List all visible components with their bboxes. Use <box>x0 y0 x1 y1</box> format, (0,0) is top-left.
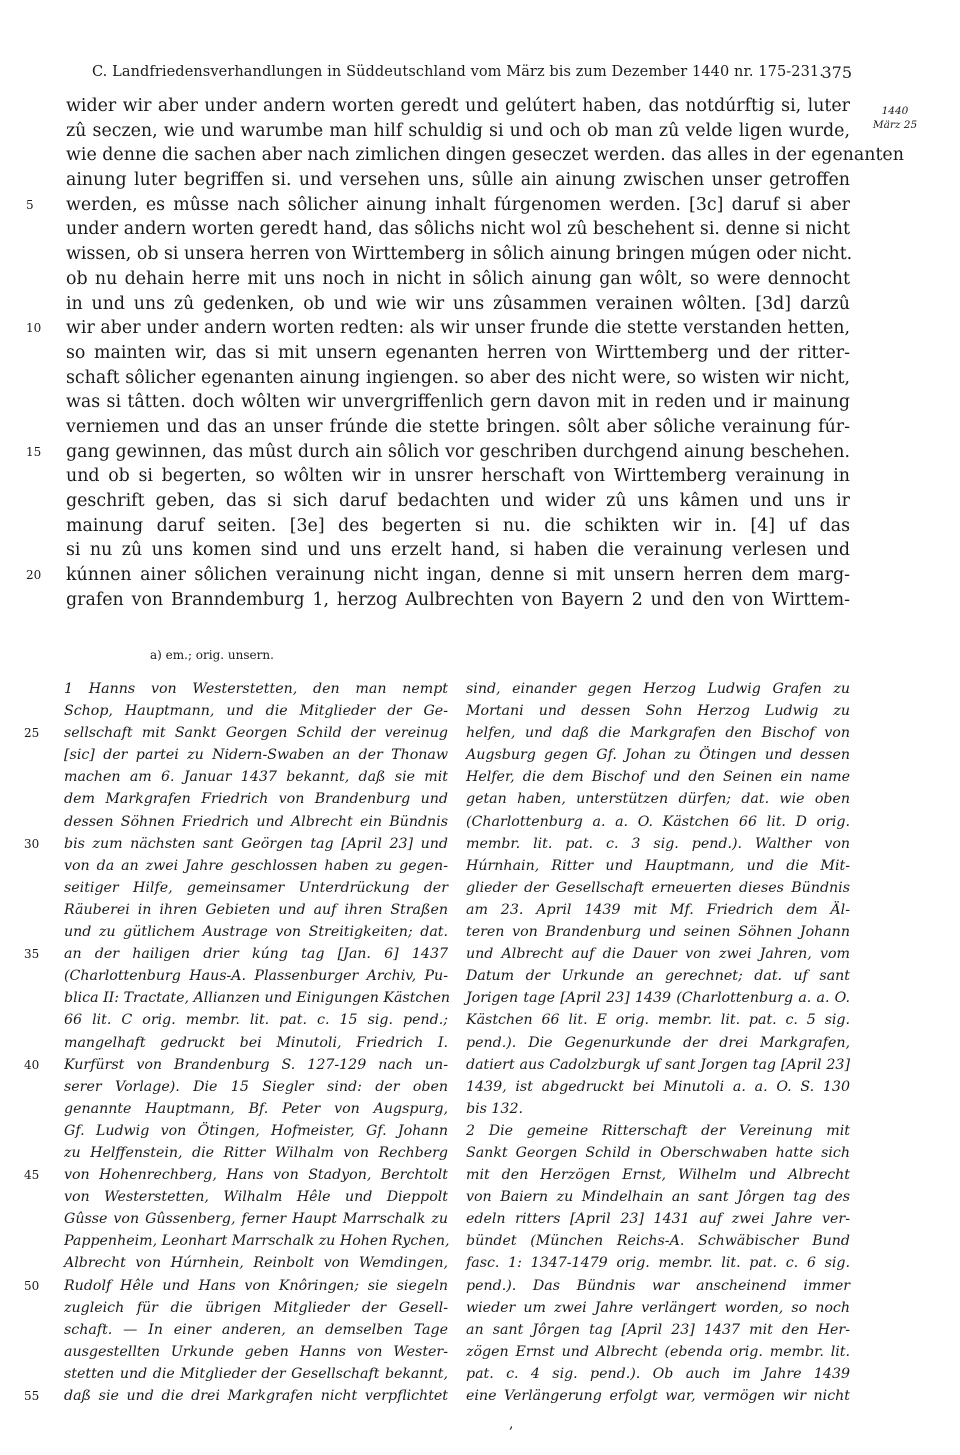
footnote-right-line <box>466 1275 850 1297</box>
footnote-right-line <box>466 1098 850 1120</box>
main-line <box>66 366 850 391</box>
footnote-left-line-text: zu Helffenstein, die Ritter Wilhalm von Rechberg <box>64 1144 448 1161</box>
footnote-right-line <box>466 1385 850 1407</box>
margin-day: März 25 <box>872 119 918 131</box>
footnote-right-line-text: Datum der Urkunde an gerechnet; dat. uf sant <box>466 968 850 985</box>
footnote-left-line-text: Gf. Ludwig von Ötingen, Hofmeister, Gf. Johann <box>64 1122 448 1139</box>
line-number: 20 <box>26 568 42 583</box>
footnote-left-line <box>64 877 448 899</box>
footnote-right-line <box>466 1319 850 1341</box>
main-line-text: ob nu dehain herre mit uns noch in nicht in sôlich ainung gan wôlt, so were dennocht <box>66 268 850 289</box>
footnote-left-line <box>64 1208 448 1230</box>
footnote-right-line <box>466 1186 850 1208</box>
main-line-text: in und uns zû gedenken, ob und wie wir uns zûsammen verainen wôlten. [3d] darzû <box>66 293 850 314</box>
footnote-left-line-text: ausgestellten Urkunde geben Hanns von Wester- <box>64 1343 448 1360</box>
footnote-left-line-text: Rudolf Hêle und Hans von Knôringen; sie siegeln <box>64 1277 448 1294</box>
footnote-right-line-text: Helfer, die dem Bischof und den Seinen ein name <box>466 769 850 786</box>
footnote-right-line-text: zögen Ernst und Albrecht (ebenda orig. membr. lit. <box>466 1343 850 1360</box>
main-line <box>66 267 850 292</box>
main-line-text: mainung daruf seiten. [3e] des begerten si nu. die schikten wir in. [4] uf das <box>66 515 850 536</box>
footnote-left-line <box>24 1385 448 1407</box>
footnote-right-line-text: Húrnhain, Ritter und Hauptmann, und die Mit- <box>466 857 850 874</box>
footnote-left-line-text: daß sie und die drei Markgrafen nicht verpflichtet <box>64 1388 448 1404</box>
footnote-left-line-text: 1 Hanns von Westerstetten, den man nempt <box>64 681 448 697</box>
footnote-left-line <box>64 899 448 921</box>
footnote-right-line-text: getan haben, unterstützen dürfen; dat. wie oben <box>466 791 850 808</box>
footnote-right-line <box>466 788 850 810</box>
margin-date <box>860 104 930 132</box>
footnote-left-line <box>64 1032 448 1054</box>
main-line <box>66 415 850 440</box>
footnote-right-line-text: teren von Brandenburg und seinen Söhnen Johann <box>466 924 850 941</box>
line-number: 25 <box>24 726 40 741</box>
main-line <box>66 242 853 267</box>
footnote-right-line <box>466 921 850 943</box>
footnote-left-line-text: serer Vorlage). Die 15 Siegler sind: der oben <box>64 1078 448 1095</box>
footnote-left-line-text: von da an zwei Jahre geschlossen haben zu gegen- <box>64 857 448 874</box>
footnote-right-line-text: Kästchen 66 lit. E orig. membr. lit. pat. c. 5 sig. <box>466 1012 850 1029</box>
main-line-text: wie denne die sachen aber nach zimlichen dingen geseczet werden. das alles in der egenanten <box>66 145 904 166</box>
running-header <box>92 64 852 86</box>
page-number: 375 <box>821 63 852 82</box>
footnote-right-line-text: Augsburg gegen Gf. Johan zu Ötingen und dessen <box>466 747 850 764</box>
footnote-right-line <box>466 1341 850 1363</box>
footnote-left-line <box>64 855 448 877</box>
footnote-left-line-text: Pappenheim, Leonhart Marrschalk zu Hohen Rychen, <box>64 1233 450 1250</box>
footnote-right-line <box>466 1009 850 1031</box>
footnote-left-line <box>64 987 451 1009</box>
footnote-right-line-text: datiert aus Cadolzburgk uf sant Jorgen tag [April 23] <box>466 1056 850 1073</box>
footnote-left-line <box>64 965 448 987</box>
footnote-left-line <box>24 722 448 744</box>
main-line-text: was si tâtten. doch wôlten wir unvergriffenlich gern davon mit in reden und ir mainung <box>66 392 850 413</box>
footnote-right-line-text: am 23. April 1439 mit Mf. Friedrich dem Äl- <box>466 901 850 918</box>
footnote-left-line <box>64 1363 448 1385</box>
footnote-left-line-text: [sic] der partei zu Nidern-Swaben an der Thonaw <box>64 747 448 764</box>
main-line <box>26 440 850 465</box>
main-line <box>66 588 850 613</box>
line-number: 5 <box>26 197 34 212</box>
main-line <box>66 94 850 119</box>
footnote-left-line <box>24 1275 448 1297</box>
main-line-text: schaft sôlicher egenanten ainung ingiengen. so aber des nicht were, so wisten wir nicht, <box>66 367 850 388</box>
footnote-left-line-text: schaft. — In einer anderen, an demselben Tage <box>64 1321 448 1338</box>
footnote-left-line <box>64 1142 448 1164</box>
main-line <box>26 563 850 588</box>
main-line <box>66 168 850 193</box>
footnote-right-line-text: eine Verlängerung erfolgt war, vermögen wir nicht <box>466 1388 850 1404</box>
footnote-right-line-text: 2 Die gemeine Ritterschaft der Vereinung mit <box>466 1122 850 1139</box>
footnote-right-line <box>466 943 850 965</box>
footnote-left-line-text: blica II: Tractate, Allianzen und Einigungen Kästchen <box>64 990 451 1007</box>
main-line <box>66 217 850 242</box>
footnote-left-line-text: Albrecht von Húrnhein, Reinbolt von Wemdingen, <box>64 1255 448 1272</box>
footnote-left-line <box>64 744 448 766</box>
footnote-right-line <box>466 877 850 899</box>
footnote-right-line <box>466 1120 850 1142</box>
footnote-right-line <box>466 899 850 921</box>
footnote-left-line-text: seitiger Hilfe, gemeinsamer Unterdrückung der <box>64 879 448 896</box>
footnote-left-line <box>64 1098 448 1120</box>
main-line-text: si nu zû uns komen sind und uns erzelt hand, si haben die verainung verlesen und <box>66 540 850 561</box>
footnote-right-line <box>466 766 850 788</box>
footnote-right-line <box>466 744 850 766</box>
main-line <box>66 464 850 489</box>
footnote-right-line-text: und Albrecht auf die Dauer von zwei Jahren, vom <box>466 946 850 963</box>
main-line-text: under andern worten geredt hand, das sôlichs nicht wol zû beschehent si. denne si nicht <box>66 219 850 240</box>
footnote-left-line-text: von Westerstetten, Wilhalm Hêle und Dieppolt <box>64 1189 448 1206</box>
footnote-right-line-text: pend.). Das Bündnis war anscheinend immer <box>466 1277 850 1294</box>
main-line-text: wissen, ob si unsera herren von Wirttemberg in sôlich ainung bringen múgen oder nicht. <box>66 244 853 265</box>
main-line <box>66 341 850 366</box>
footnote-left-line-text: 66 lit. C orig. membr. lit. pat. c. 15 sig. pend.; <box>64 1012 448 1029</box>
footnote-left-line-text: und zu gütlichem Austrage von Streitigkeiten; dat. <box>64 924 448 941</box>
footnote-column-right <box>466 678 850 1407</box>
footnote-left-line <box>64 1319 448 1341</box>
main-line-text: grafen von Branndemburg 1, herzog Aulbrechten von Bayern 2 und den von Wirttem- <box>66 589 850 610</box>
footnote-left-line <box>64 1297 448 1319</box>
footnote-right-line-text: Jorigen tage [April 23] 1439 (Charlottenburg a. a. O. <box>466 990 850 1007</box>
footnote-right-line-text: sind, einander gegen Herzog Ludwig Grafen zu <box>466 681 850 697</box>
main-line <box>26 193 850 218</box>
footnote-left-line-text: (Charlottenburg Haus-A. Plassenburger Archiv, Pu- <box>64 968 448 985</box>
margin-year: 1440 <box>881 105 909 117</box>
footnote-left-line <box>64 1076 448 1098</box>
footnote-left-line <box>64 1009 448 1031</box>
main-line-text: zû seczen, wie und warumbe man hilf schuldig si und och ob man zû velde ligen wurde, <box>66 120 850 141</box>
footnote-left-line-text: Schop, Hauptmann, und die Mitglieder der Ge- <box>64 703 448 720</box>
footnote-left-line <box>24 943 448 965</box>
footnote-right-line <box>466 1164 850 1186</box>
line-number: 55 <box>24 1389 40 1403</box>
footnote-right-line <box>466 811 850 833</box>
line-number: 50 <box>24 1278 40 1293</box>
footnote-left-line <box>64 1252 448 1274</box>
footnote-left-line <box>64 1341 448 1363</box>
footnote-left-line <box>64 678 448 700</box>
footnote-right-line <box>466 965 850 987</box>
footnote-right-line <box>466 1208 850 1230</box>
main-line <box>66 292 850 317</box>
main-line <box>66 119 850 144</box>
footnote-right-line-text: von Baiern zu Mindelhain an sant Jôrgen tag des <box>466 1189 850 1206</box>
main-line-text: und ob si begerten, so wôlten wir in unsrer herschaft von Wirttemberg verainung in <box>66 466 850 487</box>
footnote-right-line <box>466 833 850 855</box>
footnote-right-line-text: 1439, ist abgedruckt bei Minutoli a. a. O. S. 130 <box>466 1078 850 1095</box>
main-line-text: kúnnen ainer sôlichen verainung nicht ingan, denne si mit unsern herren dem marg- <box>66 565 850 586</box>
footnote-right-line <box>466 1142 850 1164</box>
footnote-left-line <box>64 1230 448 1252</box>
footnote-right-line-text: pend.). Die Gegenurkunde der drei Markgrafen, <box>466 1034 850 1051</box>
footnote-column-left <box>24 678 451 1407</box>
footnote-right-line-text: wieder um zwei Jahre verlängert worden, so noch <box>466 1299 850 1316</box>
footnote-right-line-text: bis 132. <box>466 1100 523 1117</box>
main-line <box>66 143 904 168</box>
footnote-left-line-text: dessen Söhnen Friedrich und Albrecht ein Bündnis <box>64 813 448 830</box>
footnote-left-line <box>64 921 448 943</box>
footnote-left-line-text: Räuberei in ihren Gebieten und auf ihren Straßen <box>64 901 448 918</box>
footnote-right-line-text: fasc. 1: 1347-1479 orig. membr. lit. pat. c. 6 sig. <box>466 1255 850 1272</box>
footnote-right-line-text: mit den Herzögen Ernst, Wilhelm und Albrecht <box>466 1167 850 1184</box>
footnote-left-line-text: sellschaft mit Sankt Georgen Schild der vereinug <box>64 725 448 742</box>
footnote-right-line <box>466 1032 850 1054</box>
footnote-left-line <box>64 788 448 810</box>
footnote-left-line-text: Kurfürst von Brandenburg S. 127-129 nach un- <box>64 1056 448 1073</box>
footnote-right-line-text: Mortani und dessen Sohn Herzog Ludwig zu <box>466 703 850 720</box>
footnote-right-line <box>466 1252 850 1274</box>
main-line-text: werden, es mûsse nach sôlicher ainung inhalt fúrgenomen werden. [3c] daruf si aber <box>66 194 850 215</box>
footnote-left-line-text: machen am 6. Januar 1437 bekannt, daß sie mit <box>64 769 448 786</box>
footnote-left-line <box>64 1186 448 1208</box>
main-line-text: verniemen und das an unser frúnde die stette bringen. sôlt aber sôliche verainung fúr- <box>66 416 850 437</box>
footnote-left-line <box>24 833 448 855</box>
footnote-right-line <box>466 700 850 722</box>
main-line-text: wider wir aber under andern worten geredt und gelútert haben, das notdúrftig si, luter <box>66 96 850 116</box>
footnote-left-line-text: stetten und die Mitglieder der Gesellschaft bekannt, <box>64 1365 448 1382</box>
footnote-right-line <box>466 1054 850 1076</box>
footnote-left-line-text: Gûsse von Gûssenberg, ferner Haupt Marrschalk zu <box>64 1211 448 1228</box>
footnote-left-line-text: an der hailigen drier kúng tag [Jan. 6] 1437 <box>64 946 448 963</box>
footnote-right-line <box>466 1297 850 1319</box>
footnote-left-line <box>64 766 448 788</box>
line-number: 45 <box>24 1168 40 1183</box>
footnote-left-line <box>64 811 448 833</box>
main-line <box>66 514 850 539</box>
footnote-left-line <box>64 1120 448 1142</box>
main-line <box>66 538 850 563</box>
footnote-left-line-text: zugleich für die übrigen Mitglieder der Gesell- <box>64 1299 448 1316</box>
footnote-right-line <box>466 722 850 744</box>
main-line <box>26 316 850 341</box>
footnote-right-line-text: edeln ritters [April 23] 1431 auf zwei Jahre ver- <box>466 1211 850 1228</box>
footnote-right-line <box>466 1076 850 1098</box>
footnote-right-line-text: an sant Jôrgen tag [April 23] 1437 mit den Her- <box>466 1321 850 1338</box>
footnote-right-line-text: helfen, und daß die Markgrafen den Bischof von <box>466 725 850 742</box>
footnote-right-line-text: Sankt Georgen Schild in Oberschwaben hatte sich <box>466 1144 850 1161</box>
main-line-text: wir aber under andern worten redten: als wir unser frunde die stette verstanden hetten, <box>66 318 850 339</box>
footnote-right-line <box>466 1363 850 1385</box>
footnote-left-line-text: bis zum nächsten sant Geörgen tag [April 23] und <box>64 835 448 852</box>
main-line-text: geschrift geben, das si sich daruf bedachten und wider zû uns kâmen und uns ir <box>66 491 850 511</box>
main-line-text: so mainten wir, das si mit unsern egenanten herren von Wirttemberg und der ritter- <box>66 342 850 363</box>
footnote-left-line-text: von Hohenrechberg, Hans von Stadyon, Berchtolt <box>64 1167 448 1184</box>
footnote-right-line <box>466 678 850 700</box>
line-number: 40 <box>24 1057 40 1072</box>
footnote-right-line-text: (Charlottenburg a. a. O. Kästchen 66 lit. D orig. <box>466 813 850 830</box>
footnote-left-line <box>64 700 448 722</box>
footnote-right-line <box>466 987 850 1009</box>
footnote-right-line <box>466 1230 850 1252</box>
footnote-left-line <box>24 1054 448 1076</box>
footnote-right-line-text: glieder der Gesellschaft erneuerten dieses Bündnis <box>466 879 850 896</box>
line-number: 10 <box>26 321 42 336</box>
footnote-left-line-text: mangelhaft gedruckt bei Minutoli, Friedrich I. <box>64 1034 448 1051</box>
footnote-right-line-text: membr. lit. pat. c. 3 sig. pend.). Walther von <box>466 835 850 852</box>
footnote-right-line-text: bündet (München Reichs-A. Schwäbischer Bund <box>466 1233 850 1250</box>
stray-mark: , <box>509 1416 514 1432</box>
footnote-right-line <box>466 855 850 877</box>
footnote-left-line-text: genannte Hauptmann, Bf. Peter von Augspurg, <box>64 1100 448 1117</box>
line-number: 15 <box>26 444 42 459</box>
footnote-left-line <box>24 1164 448 1186</box>
main-line-text: gang gewinnen, das mûst durch ain sôlich vor geschriben durchgend ainung beschehen. <box>66 441 850 462</box>
line-number: 30 <box>24 836 40 851</box>
footnote-left-line-text: dem Markgrafen Friedrich von Brandenburg und <box>64 791 448 808</box>
main-line-text: ainung luter begriffen si. und versehen uns, sûlle ain ainung zwischen unser getroffen <box>66 170 850 191</box>
main-line <box>66 390 850 415</box>
line-number: 35 <box>24 947 40 962</box>
footnote-a: a) em.; orig. unsern. <box>150 648 274 662</box>
footnote-right-line-text: pat. c. 4 sig. pend.). Ob auch im Jahre 1439 <box>466 1365 850 1382</box>
header-title: C. Landfriedensverhandlungen in Süddeutschland vom März bis zum Dezember 1440 nr. 175-231. <box>92 64 824 80</box>
main-line <box>66 489 850 514</box>
